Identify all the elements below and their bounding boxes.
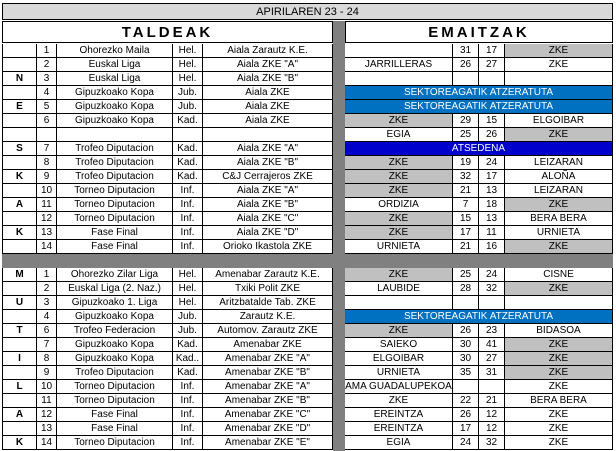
cell-cat: Kad. — [173, 156, 203, 170]
cell-s2: 13 — [479, 212, 505, 226]
cell-s1 — [453, 296, 479, 310]
table-row — [0, 156, 616, 170]
cell-s1 — [453, 72, 479, 86]
status-band: SEKTOREAGATIK ATZERATUTA — [345, 310, 613, 324]
cell-s2: 17 — [479, 44, 505, 58]
table-row — [0, 212, 616, 226]
cell-opp_l: SAIEKO — [345, 338, 453, 352]
table-row — [0, 86, 616, 100]
cell-side: L — [2, 380, 37, 394]
cell-opp_r — [505, 72, 613, 86]
cell-comp: Euskal Liga — [57, 72, 173, 86]
cell-s1: 26 — [453, 408, 479, 422]
cell-side — [2, 114, 37, 128]
cell-s2: 17 — [479, 170, 505, 184]
cell-s1: 15 — [453, 212, 479, 226]
cell-opp_l: ZKE — [345, 226, 453, 240]
cell-team: Aiala ZKE "B" — [203, 72, 333, 86]
cell-s2: 11 — [479, 226, 505, 240]
cell-comp: Gipuzkoako Kopa — [57, 352, 173, 366]
cell-cat: Hel. — [173, 72, 203, 86]
cell-opp_r: ZKE — [505, 58, 613, 72]
cell-n: 3 — [37, 296, 57, 310]
cell-s2: 32 — [479, 436, 505, 450]
cell-s2 — [479, 296, 505, 310]
cell-opp_r: ZKE — [505, 352, 613, 366]
cell-cat: Inf. — [173, 198, 203, 212]
status-band: SEKTOREAGATIK ATZERATUTA — [345, 86, 613, 100]
cell-opp_r: BERA BERA — [505, 212, 613, 226]
cell-side: S — [2, 142, 37, 156]
table-row — [0, 338, 616, 352]
table-row — [0, 100, 616, 114]
cell-s1: 24 — [453, 436, 479, 450]
cell-team: Aiala ZKE "A" — [203, 184, 333, 198]
cell-side: T — [2, 324, 37, 338]
cell-team: Amenabar Zarautz K.E. — [203, 268, 333, 282]
cell-s2: 26 — [479, 128, 505, 142]
cell-cat: Inf. — [173, 394, 203, 408]
cell-cat: Kad.. — [173, 352, 203, 366]
cell-comp: Fase Final — [57, 240, 173, 254]
cell-cat: Inf. — [173, 436, 203, 450]
cell-opp_l: EREINTZA — [345, 408, 453, 422]
cell-side — [2, 338, 37, 352]
cell-cat: Inf. — [173, 184, 203, 198]
cell-n: 2 — [37, 58, 57, 72]
cell-comp: Fase Final — [57, 408, 173, 422]
cell-comp: Fase Final — [57, 226, 173, 240]
cell-opp_l: ZKE — [345, 324, 453, 338]
cell-side — [2, 282, 37, 296]
cell-s1: 19 — [453, 156, 479, 170]
cell-s1: 30 — [453, 338, 479, 352]
cell-comp: Ohorezko Zilar Liga — [57, 268, 173, 282]
cell-s2: 24 — [479, 156, 505, 170]
cell-team: Aiala ZKE "A" — [203, 142, 333, 156]
table-row — [0, 394, 616, 408]
cell-n: 1 — [37, 268, 57, 282]
cell-side: K — [2, 226, 37, 240]
cell-cat: Inf. — [173, 240, 203, 254]
cell-side — [2, 310, 37, 324]
cell-team: Aiala ZKE "A" — [203, 58, 333, 72]
cell-n: 13 — [37, 422, 57, 436]
cell-cat: Kad. — [173, 338, 203, 352]
cell-n: 13 — [37, 226, 57, 240]
cell-team: Aiala ZKE — [203, 86, 333, 100]
cell-team: Amenabar ZKE "E" — [203, 436, 333, 450]
cell-n: 8 — [37, 352, 57, 366]
cell-cat: Hel. — [173, 296, 203, 310]
cell-comp: Gipuzkoako Kopa — [57, 338, 173, 352]
cell-side: N — [2, 72, 37, 86]
cell-n: 9 — [37, 170, 57, 184]
cell-cat: Inf. — [173, 226, 203, 240]
cell-cat: Kad. — [173, 114, 203, 128]
cell-side: A — [2, 408, 37, 422]
table-row — [0, 324, 616, 338]
cell-cat: Hel. — [173, 282, 203, 296]
cell-opp_r: ZKE — [505, 338, 613, 352]
cell-s1: 29 — [453, 114, 479, 128]
cell-opp_r: BERA BERA — [505, 394, 613, 408]
cell-s1: 31 — [453, 44, 479, 58]
table-row — [0, 366, 616, 380]
cell-opp_l: ZKE — [345, 268, 453, 282]
cell-side — [2, 240, 37, 254]
cell-s2: 24 — [479, 268, 505, 282]
cell-opp_r: ZKE — [505, 436, 613, 450]
cell-comp: Trofeo Diputacion — [57, 156, 173, 170]
cell-s1: 25 — [453, 268, 479, 282]
cell-cat: Hel. — [173, 44, 203, 58]
cell-comp: Gipuzkoako Kopa — [57, 310, 173, 324]
table-row — [0, 310, 616, 324]
table-row — [0, 422, 616, 436]
cell-comp: Trofeo Diputacion — [57, 366, 173, 380]
status-band: SEKTOREAGATIK ATZERATUTA — [345, 100, 613, 114]
cell-s1: 21 — [453, 240, 479, 254]
cell-opp_r: ZKE — [505, 422, 613, 436]
table-row — [0, 198, 616, 212]
cell-team: Amenabar ZKE "C" — [203, 408, 333, 422]
cell-opp_l: URNIETA — [345, 240, 453, 254]
cell-n: 7 — [37, 338, 57, 352]
cell-cat: Jub. — [173, 86, 203, 100]
cell-opp_l: ZKE — [345, 394, 453, 408]
table-row — [0, 170, 616, 184]
cell-s1: 17 — [453, 422, 479, 436]
cell-team: Aiala ZKE "B" — [203, 198, 333, 212]
cell-n: 4 — [37, 86, 57, 100]
table-row — [0, 380, 616, 394]
cell-s1: 25 — [453, 128, 479, 142]
table-row — [0, 114, 616, 128]
cell-team: Amenabar ZKE "A" — [203, 380, 333, 394]
table-row — [0, 226, 616, 240]
cell-s1: 21 — [453, 184, 479, 198]
cell-side — [2, 58, 37, 72]
cell-n: 6 — [37, 324, 57, 338]
cell-opp_l: ZKE — [345, 212, 453, 226]
cell-team: Amenabar ZKE — [203, 338, 333, 352]
cell-n: 11 — [37, 394, 57, 408]
cell-opp_r: LEIZARAN — [505, 156, 613, 170]
cell-comp: Gipuzkoako 1. Liga — [57, 296, 173, 310]
cell-n: 10 — [37, 380, 57, 394]
cell-s2: 27 — [479, 352, 505, 366]
cell-comp: Torneo Diputacion — [57, 380, 173, 394]
cell-opp_l: LAUBIDE — [345, 282, 453, 296]
table-row — [0, 296, 616, 310]
cell-comp: Trofeo Diputacion — [57, 142, 173, 156]
cell-cat: Jub. — [173, 100, 203, 114]
cell-opp_r: ZKE — [505, 44, 613, 58]
cell-opp_l: ZKE — [345, 156, 453, 170]
cell-team: Amenabar ZKE "B" — [203, 366, 333, 380]
cell-n: 6 — [37, 114, 57, 128]
cell-opp_r: ZKE — [505, 380, 613, 394]
cell-comp: Torneo Diputacion — [57, 198, 173, 212]
table-row — [0, 72, 616, 86]
cell-opp_r: ZKE — [505, 282, 613, 296]
cell-comp: Torneo Diputacion — [57, 436, 173, 450]
cell-opp_l: ZKE — [345, 170, 453, 184]
cell-opp_l — [345, 296, 453, 310]
cell-side — [2, 156, 37, 170]
cell-n: 9 — [37, 366, 57, 380]
table-row — [0, 58, 616, 72]
cell-cat: Hel. — [173, 268, 203, 282]
table-row — [0, 44, 616, 58]
cell-team: Aiala Zarautz K.E. — [203, 44, 333, 58]
cell-s2: 23 — [479, 324, 505, 338]
cell-team: Orioko Ikastola ZKE — [203, 240, 333, 254]
cell-opp_l — [345, 72, 453, 86]
cell-team: Aritzbatalde Tab. ZKE — [203, 296, 333, 310]
cell-comp: Fase Final — [57, 422, 173, 436]
cell-n: 1 — [37, 44, 57, 58]
cell-team — [203, 128, 333, 142]
cell-s2: 13 — [479, 184, 505, 198]
table-row — [0, 282, 616, 296]
cell-opp_r: CISNE — [505, 268, 613, 282]
cell-cat: Hel. — [173, 58, 203, 72]
cell-side — [2, 394, 37, 408]
cell-cat: Jub. — [173, 310, 203, 324]
cell-opp_l: AMA GUADALUPEKOA — [345, 381, 452, 392]
cell-n: 14 — [37, 436, 57, 450]
cell-n: 4 — [37, 310, 57, 324]
cell-cat: Kad. — [173, 170, 203, 184]
cell-side: U — [2, 296, 37, 310]
cell-cat: Inf. — [173, 380, 203, 394]
cell-team: Amenabar ZKE "A" — [203, 352, 333, 366]
sheet-title: APIRILAREN 23 - 24 — [2, 3, 613, 20]
cell-team: Aiala ZKE — [203, 114, 333, 128]
cell-side — [2, 366, 37, 380]
cell-s1: 17 — [453, 226, 479, 240]
cell-comp: Ohorezko Maila — [57, 44, 173, 58]
cell-cat: Jub. — [173, 324, 203, 338]
cell-n — [37, 128, 57, 142]
cell-opp_r: LEIZARAN — [505, 184, 613, 198]
cell-comp: Torneo Diputacion — [57, 184, 173, 198]
cell-s2: 27 — [479, 58, 505, 72]
cell-s1: 28 — [453, 282, 479, 296]
section-separator — [2, 254, 613, 268]
cell-s1: 30 — [453, 352, 479, 366]
cell-opp_l: ZKE — [345, 184, 453, 198]
cell-opp_r: BIDASOA — [505, 324, 613, 338]
cell-team: Aiala ZKE "C" — [203, 212, 333, 226]
cell-n: 12 — [37, 212, 57, 226]
table-row — [0, 184, 616, 198]
results-header: EMAITZAK — [345, 21, 613, 43]
cell-s2 — [479, 380, 505, 394]
cell-s2: 16 — [479, 240, 505, 254]
cell-s2: 21 — [479, 394, 505, 408]
cell-opp_r: ALOÑA — [505, 170, 613, 184]
cell-s2: 32 — [479, 282, 505, 296]
cell-opp_r: ZKE — [505, 128, 613, 142]
cell-comp: Euskal Liga (2. Naz.) — [57, 282, 173, 296]
cell-comp: Trofeo Diputacion — [57, 170, 173, 184]
table-row — [0, 408, 616, 422]
cell-s1: 32 — [453, 170, 479, 184]
cell-s2: 12 — [479, 422, 505, 436]
cell-opp_l: ORDIZIA — [345, 198, 453, 212]
cell-s1: 35 — [453, 366, 479, 380]
cell-team: Amenabar ZKE "B" — [203, 394, 333, 408]
cell-s2: 31 — [479, 366, 505, 380]
cell-s2: 18 — [479, 198, 505, 212]
cell-opp_l: EGIA — [345, 436, 453, 450]
cell-s2: 41 — [479, 338, 505, 352]
cell-n: 3 — [37, 72, 57, 86]
cell-side — [2, 86, 37, 100]
cell-side: E — [2, 100, 37, 114]
table-row — [0, 268, 616, 282]
cell-opp_r — [505, 296, 613, 310]
cell-team: Aiala ZKE — [203, 100, 333, 114]
cell-s1: 7 — [453, 198, 479, 212]
cell-side — [2, 184, 37, 198]
cell-comp: Trofeo Federacion — [57, 324, 173, 338]
table-row — [0, 240, 616, 254]
cell-opp_r: URNIETA — [505, 226, 613, 240]
cell-cat: Inf. — [173, 408, 203, 422]
cell-cat: Kad. — [173, 366, 203, 380]
cell-n: 12 — [37, 408, 57, 422]
table-row — [0, 436, 616, 450]
cell-team: Txiki Polit ZKE — [203, 282, 333, 296]
cell-opp_r: ELGOIBAR — [505, 114, 613, 128]
cell-team: Zarautz K.E. — [203, 310, 333, 324]
cell-opp_r: ZKE — [505, 366, 613, 380]
cell-n: 11 — [37, 198, 57, 212]
cell-s2: 12 — [479, 408, 505, 422]
status-band: ATSEDENA — [345, 142, 613, 156]
cell-opp_l: JARRILLERAS — [345, 58, 453, 72]
cell-s2 — [479, 72, 505, 86]
cell-s2: 15 — [479, 114, 505, 128]
cell-s1 — [453, 380, 479, 394]
cell-n: 5 — [37, 100, 57, 114]
cell-opp_l: URNIETA — [345, 366, 453, 380]
cell-comp: Gipuzkoako Kopa — [57, 114, 173, 128]
cell-cat: Kad. — [173, 142, 203, 156]
table-row — [0, 128, 616, 142]
cell-side — [2, 44, 37, 58]
cell-comp: Gipuzkoako Kopa — [57, 86, 173, 100]
cell-side: K — [2, 436, 37, 450]
cell-n: 8 — [37, 156, 57, 170]
cell-opp_l: EREINTZA — [345, 422, 453, 436]
cell-opp_l — [345, 44, 453, 58]
cell-team: C&J Cerrajeros ZKE — [203, 170, 333, 184]
table-row — [0, 142, 616, 156]
cell-side: I — [2, 352, 37, 366]
cell-comp: Gipuzkoako Kopa — [57, 100, 173, 114]
cell-opp_r: ZKE — [505, 240, 613, 254]
cell-n: 14 — [37, 240, 57, 254]
table-row — [0, 352, 616, 366]
cell-comp — [57, 128, 173, 142]
cell-side — [2, 422, 37, 436]
cell-side — [2, 212, 37, 226]
cell-opp_l: EGIA — [345, 128, 453, 142]
cell-n: 2 — [37, 282, 57, 296]
cell-side — [2, 128, 37, 142]
cell-side: A — [2, 198, 37, 212]
cell-opp_r: ZKE — [505, 408, 613, 422]
cell-side: M — [2, 268, 37, 282]
teams-header: TALDEAK — [2, 21, 333, 43]
cell-opp_r: ZKE — [505, 198, 613, 212]
cell-comp: Torneo Diputacion — [57, 394, 173, 408]
cell-team: Amenabar ZKE "D" — [203, 422, 333, 436]
cell-s1: 26 — [453, 324, 479, 338]
cell-team: Automov. Zarautz ZKE — [203, 324, 333, 338]
cell-comp: Torneo Diputacion — [57, 212, 173, 226]
cell-opp_l: ELGOIBAR — [345, 352, 453, 366]
cell-cat — [173, 128, 203, 142]
cell-s1: 22 — [453, 394, 479, 408]
cell-team: Aiala ZKE "D" — [203, 226, 333, 240]
cell-n: 7 — [37, 142, 57, 156]
cell-cat: Inf. — [173, 212, 203, 226]
cell-comp: Euskal Liga — [57, 58, 173, 72]
cell-n: 10 — [37, 184, 57, 198]
cell-team: Aiala ZKE "B" — [203, 156, 333, 170]
cell-s1: 26 — [453, 58, 479, 72]
cell-opp_l: ZKE — [345, 114, 453, 128]
cell-side: K — [2, 170, 37, 184]
cell-cat: Inf. — [173, 422, 203, 436]
